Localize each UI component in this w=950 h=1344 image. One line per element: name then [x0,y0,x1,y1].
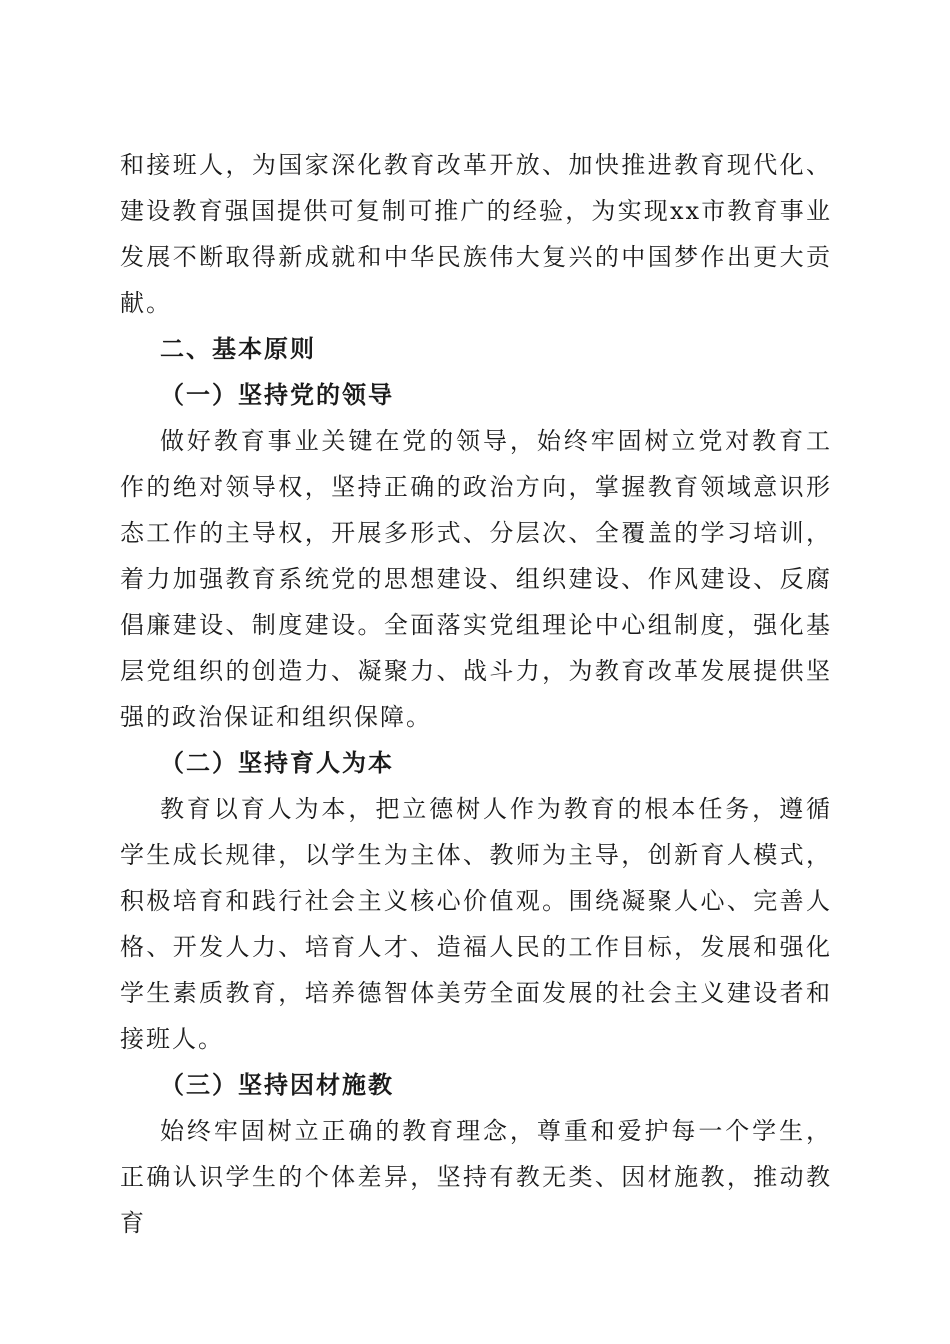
subsection-heading-1: （一）坚持党的领导 [160,380,394,409]
subsection-heading-3: （三）坚持因材施教 [160,1070,394,1099]
section-title: 二、基本原则 [160,335,316,363]
subsection-body-3: 始终牢固树立正确的教育理念，尊重和爱护每一个学生，正确认识学生的个体差异，坚持有教无类、因材施教，推动教育 [120,1117,832,1237]
subsection-heading-2: （二）坚持育人为本 [160,748,394,777]
document-body [120,142,832,1246]
intro-paragraph: 和接班人，为国家深化教育改革开放、加快推进教育现代化、建设教育强国提供可复制可推广的经验，为实现xx市教育事业发展不断取得新成就和中华民族伟大复兴的中国梦作出更大贡献。 [120,151,832,317]
subsection-body-2: 教育以育人为本，把立德树人作为教育的根本任务，遵循学生成长规律，以学生为主体、教师为主导，创新育人模式，积极培育和践行社会主义核心价值观。围绕凝聚人心、完善人格、开发人力、培育人才、造福人民的工作目标，发展和强化学生素质教育，培养德智体美劳全面发展的社会主义建设者和接班人。 [120,795,832,1053]
subsection-body-1: 做好教育事业关键在党的领导，始终牢固树立党对教育工作的绝对领导权，坚持正确的政治方向，掌握教育领域意识形态工作的主导权，开展多形式、分层次、全覆盖的学习培训，着力加强教育系统党的思想建设、组织建设、作风建设、反腐倡廉建设、制度建设。全面落实党组理论中心组制度，强化基层党组织的创造力、凝聚力、战斗力，为教育改革发展提供坚强的政治保证和组织保障。 [120,427,832,731]
